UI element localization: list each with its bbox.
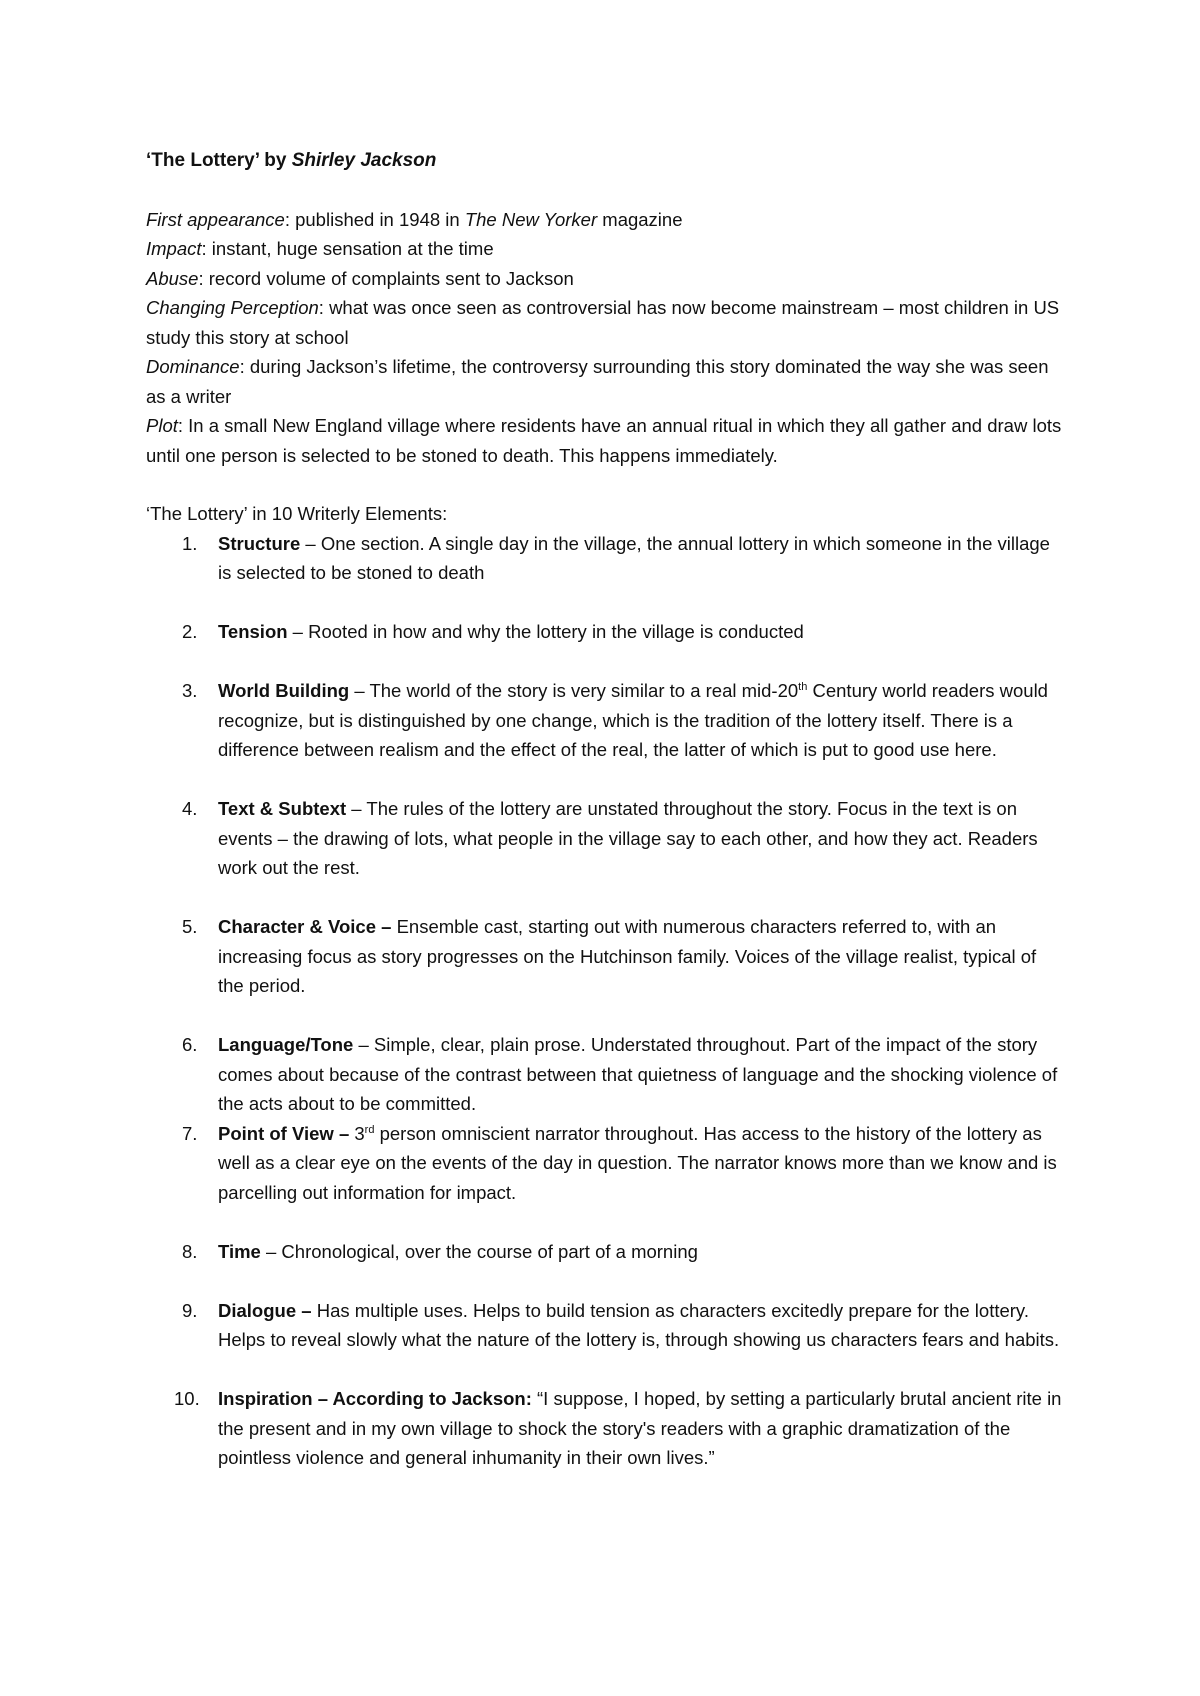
- meta-plot: Plot: In a small New England village where residents have an annual ritual in which they all gather and draw lots until one person is selected to be stoned to death. This happens immediately.: [146, 415, 1062, 466]
- title-author: Shirley Jackson: [291, 150, 437, 171]
- meta-abuse: Abuse: record volume of complaints sent to Jackson: [146, 267, 574, 289]
- list-item: 4. Text & Subtext – The rules of the lottery are unstated throughout the story. Focus in the text is on events – the drawing of lots, what people in the village say to each other, and how they act. Readers work out the rest.: [182, 798, 1038, 878]
- document-title: ‘The Lottery’ by Shirley Jackson: [146, 150, 437, 171]
- list-item: 8. Time – Chronological, over the course of part of a morning: [182, 1240, 698, 1262]
- list-item: 9. Dialogue – Has multiple uses. Helps to build tension as characters excitedly prepare for the lottery. Helps to reveal slowly what the nature of the lottery is, through showing us characters fears and habits.: [182, 1299, 1060, 1350]
- meta-changing-perception: Changing Perception: what was once seen as controversial has now become mainstream – most children in US study this story at school: [146, 297, 1060, 348]
- list-item: 5. Character & Voice – Ensemble cast, starting out with numerous characters referred to, with an increasing focus as story progresses on the Hutchinson family. Voices of the village realist, typical of the period.: [182, 916, 1037, 996]
- list-item: 2. Tension – Rooted in how and why the lottery in the village is conducted: [182, 621, 804, 642]
- magazine-name: The New Yorker: [464, 208, 598, 230]
- list-item: 10. Inspiration – According to Jackson: “I suppose, I hoped, by setting a particularly brutal ancient rite in the present and in my own village to shock the story's readers with a graphic dramatization of the pointless violence and general inhumanity in their own lives.”: [174, 1388, 1062, 1468]
- list-item: 6. Language/Tone – Simple, clear, plain prose. Understated throughout. Part of the impact of the story comes about because of the contrast between that quietness of language and the shocking violence of the acts about to be committed.: [182, 1034, 1058, 1114]
- meta-first-appearance: First appearance: published in 1948 in The New Yorker magazine: [146, 208, 683, 230]
- document-body: [146, 146, 1066, 1473]
- elements-list: [146, 529, 1066, 1473]
- list-item: 1. Structure – One section. A single day in the village, the annual lottery in which someone in the village is selected to be stoned to death: [182, 532, 1050, 583]
- elements-heading: ‘The Lottery’ in 10 Writerly Elements:: [146, 503, 448, 524]
- list-item: 3. World Building – The world of the story is very similar to a real mid-20th Century world readers would recognize, but is distinguished by one change, which is the tradition of the lottery itself. There is a difference between realism and the effect of the real, the latter of which is put to good use here.: [182, 680, 1048, 760]
- meta-dominance: Dominance: during Jackson’s lifetime, the controversy surrounding this story dominated the way she was seen as a writer: [146, 356, 1049, 407]
- meta-impact: Impact: instant, huge sensation at the time: [146, 238, 494, 259]
- list-item: 7. Point of View – 3rd person omniscient narrator throughout. Has access to the history of the lottery as well as a clear eye on the events of the day in question. The narrator knows more than we know and is parcelling out information for impact.: [182, 1122, 1057, 1203]
